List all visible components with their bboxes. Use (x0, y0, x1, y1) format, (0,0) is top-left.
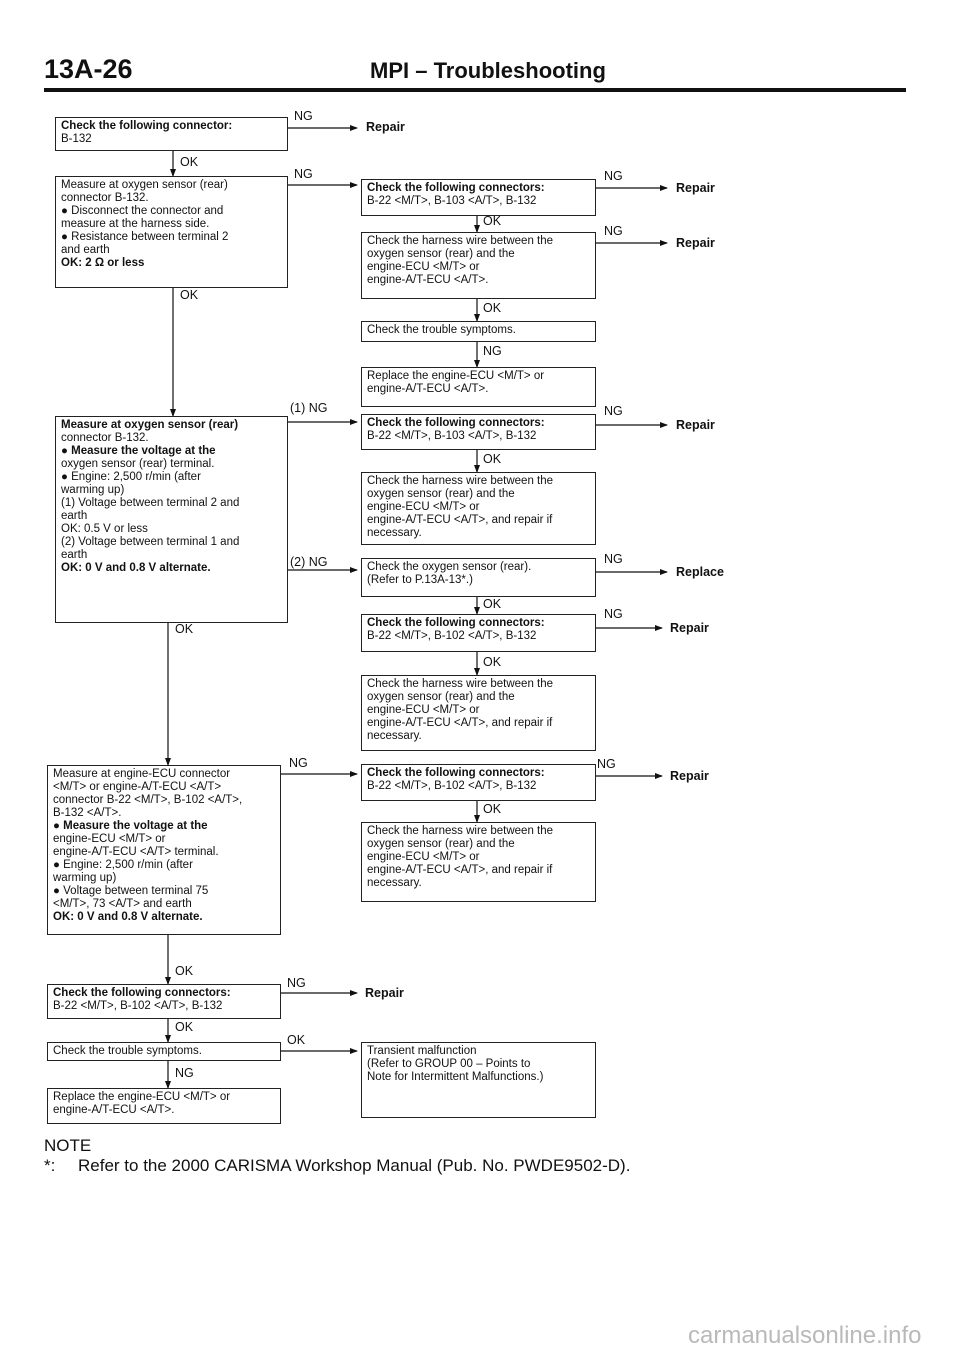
branch-label: NG (289, 756, 308, 770)
branch-label: NG (604, 404, 623, 418)
branch-label: NG (294, 167, 313, 181)
box-check-oxygen-sensor: Check the oxygen sensor (rear). (Refer to P.13A-13*.) (361, 558, 596, 597)
action-repair: Repair (676, 181, 715, 195)
action-repair: Repair (670, 769, 709, 783)
branch-label: OK (180, 155, 199, 169)
box-measure-voltage-sensor: Measure at oxygen sensor (rear) connector B-132. ● Measure the voltage at the oxygen sensor (rear) terminal. ● Engine: 2,500 r/min (after warming up) (1) Voltage between terminal 2 and earth OK: 0.5 V or less (2) Voltage between terminal 1 and earth OK: 0 V and 0.8 V alternate. (55, 416, 288, 623)
box-transient-malfunction: Transient malfunction (Refer to GROUP 00 – Points to Note for Intermittent Malfunctions.) (361, 1042, 596, 1118)
branch-label: OK (483, 301, 502, 315)
branch-label: NG (604, 224, 623, 238)
box-check-harness-4: Check the harness wire between the oxygen sensor (rear) and the engine-ECU <M/T> or engine-A/T-ECU <A/T>, and repair if necessary. (361, 822, 596, 902)
branch-label: NG (604, 607, 623, 621)
box-check-harness-2: Check the harness wire between the oxygen sensor (rear) and the engine-ECU <M/T> or engine-A/T-ECU <A/T>, and repair if necessary. (361, 472, 596, 545)
page-title: MPI – Troubleshooting (370, 58, 606, 83)
branch-label: (2) NG (290, 555, 328, 569)
branch-label: OK (483, 452, 502, 466)
box-check-trouble-symptoms-final: Check the trouble symptoms. (47, 1042, 281, 1061)
box-measure-engine-ecu: Measure at engine-ECU connector <M/T> or engine-A/T-ECU <A/T> connector B-22 <M/T>, B-102 <A/T>, B-132 <A/T>. ● Measure the voltage at the engine-ECU <M/T> or engine-A/T-ECU <A/T> terminal. ● Engine: 2,500 r/min (after warming up) ● Voltage between terminal 75 <M/T>, 73 <A/T> and earth OK: 0 V and 0.8 V alternate. (47, 765, 281, 935)
branch-label: OK (175, 622, 194, 636)
branch-label: OK (483, 214, 502, 228)
box-check-harness-1: Check the harness wire between the oxygen sensor (rear) and the engine-ECU <M/T> or engine-A/T-ECU <A/T>. (361, 232, 596, 299)
branch-label: (1) NG (290, 401, 328, 415)
note-marker: *: (44, 1156, 56, 1175)
box-measure-resistance: Measure at oxygen sensor (rear) connector B-132. ● Disconnect the connector and measure at the harness side. ● Resistance between terminal 2 and earth OK: 2 Ω or less (55, 176, 288, 288)
branch-label: OK (483, 655, 502, 669)
branch-label: OK (175, 964, 194, 978)
branch-label: OK (483, 597, 502, 611)
action-repair: Repair (366, 120, 405, 134)
box-replace-ecu-final: Replace the engine-ECU <M/T> or engine-A/T-ECU <A/T>. (47, 1088, 281, 1124)
note-title: NOTE (44, 1136, 92, 1155)
branch-label: OK (483, 802, 502, 816)
action-repair: Repair (676, 418, 715, 432)
box-check-harness-3: Check the harness wire between the oxygen sensor (rear) and the engine-ECU <M/T> or engine-A/T-ECU <A/T>, and repair if necessary. (361, 675, 596, 751)
branch-label: OK (287, 1033, 306, 1047)
branch-label: NG (604, 169, 623, 183)
action-repair: Repair (670, 621, 709, 635)
box-check-connectors-final: Check the following connectors: B-22 <M/T>, B-102 <A/T>, B-132 (47, 984, 281, 1019)
branch-label: OK (175, 1020, 194, 1034)
box-check-connectors-b103-1: Check the following connectors: B-22 <M/T>, B-103 <A/T>, B-132 (361, 179, 596, 216)
branch-label: NG (294, 109, 313, 123)
branch-label: NG (175, 1066, 194, 1080)
action-repair: Repair (676, 236, 715, 250)
box-check-connectors-b102-1: Check the following connectors: B-22 <M/T>, B-102 <A/T>, B-132 (361, 614, 596, 652)
box-replace-ecu: Replace the engine-ECU <M/T> or engine-A/T-ECU <A/T>. (361, 367, 596, 407)
action-repair: Repair (365, 986, 404, 1000)
box-check-trouble-symptoms: Check the trouble symptoms. (361, 321, 596, 342)
action-replace: Replace (676, 565, 724, 579)
watermark: carmanualsonline.info (688, 1322, 922, 1349)
box-check-connector-b132: Check the following connector: B-132 (55, 117, 288, 151)
branch-label: NG (483, 344, 502, 358)
branch-label: NG (604, 552, 623, 566)
branch-label: NG (287, 976, 306, 990)
box-check-connectors-b103-2: Check the following connectors: B-22 <M/T>, B-103 <A/T>, B-132 (361, 414, 596, 450)
section-code: 13A-26 (44, 54, 133, 84)
branch-label: NG (597, 757, 616, 771)
branch-label: OK (180, 288, 199, 302)
box-check-connectors-b102-2: Check the following connectors: B-22 <M/T>, B-102 <A/T>, B-132 (361, 764, 596, 801)
note-text (44, 1156, 630, 1176)
note-body: Refer to the 2000 CARISMA Workshop Manual (Pub. No. PWDE9502-D). (78, 1156, 631, 1175)
